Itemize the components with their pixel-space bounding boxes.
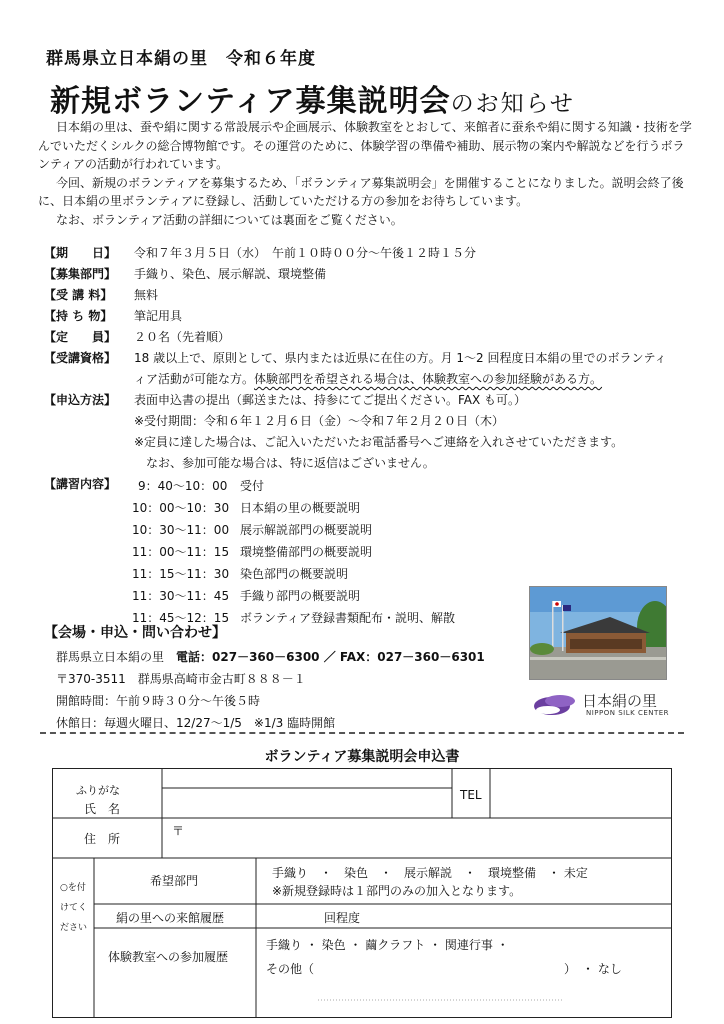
venue-org: 群馬県立日本絹の里	[56, 650, 165, 664]
venue-address: 〒370-3511 群馬県高崎市金古町８８８－１	[56, 672, 306, 686]
address-label: 住 所	[84, 832, 121, 846]
intro-paragraph: 日本絹の里は、蚕や絹に関する常設展示や企画展示、体験教室をとおして、来館者に蚕糸や絹に関する知識・技術を学んでいただくシルクの総合博物館です。その運営のために、体験学習の準備や補助、展示物の案内や解説などを行うボランティアの活動が行われています。	[38, 120, 692, 171]
bring-label: 【持 ち 物】	[44, 309, 113, 323]
side-note: けてく	[60, 903, 88, 913]
fee-value: 無料	[134, 288, 159, 302]
silk-logo-icon	[530, 688, 580, 720]
date-value: 令和７年３月５日（水） 午前１０時００分～午後１２時１５分	[134, 246, 477, 260]
schedule-item: 11：00～11：15 環境整備部門の概要説明	[132, 545, 373, 559]
capacity-label: 【定 員】	[44, 330, 117, 344]
cut-line	[40, 732, 684, 734]
schedule-item: 11：45～12：15 ボランティア登録書類配布・説明、解散	[132, 611, 456, 625]
logo	[530, 688, 680, 720]
apply-row	[44, 390, 527, 411]
fee-label: 【受 講 料】	[44, 288, 113, 302]
intro-paragraph: 今回、新規のボランティアを募集するため、「ボランティア募集説明会」を開催することになりました。説明会終了後に、日本絹の里ボランティアに登録し、活動していただける方の参加をお待ちしています。	[38, 175, 684, 208]
bring-row	[44, 306, 183, 327]
content-label: 【講習内容】	[44, 477, 117, 491]
title-suffix: のお知らせ	[450, 91, 575, 117]
dept-options[interactable]: 手織り ・ 染色 ・ 展示解説 ・ 環境整備 ・ 未定	[272, 866, 588, 880]
schedule-item: 11：15～11：30 染色部門の概要説明	[132, 567, 349, 581]
logo-name: 日本絹の里	[582, 692, 658, 710]
address-input[interactable]	[186, 824, 664, 854]
page-title	[50, 76, 575, 120]
experience-note: 体験部門を希望される場合は、体験教室への参加経験がある方。	[254, 372, 603, 386]
capacity-value: ２０名（先着順）	[134, 330, 231, 344]
furigana-input[interactable]	[165, 772, 449, 786]
schedule-item: 10：00～10：30 日本絹の里の概要説明	[132, 501, 361, 515]
qualification-line-2: ィア活動が可能な方。体験部門を希望される場合は、体験教室への参加経験がある方。	[134, 372, 603, 386]
fee-row	[44, 285, 159, 306]
visit-label: 絹の里への来館履歴	[116, 911, 225, 925]
apply-line-3: ※定員に達した場合は、ご記入いただいたお電話番号へご連絡を入れさせていただきます。	[134, 435, 624, 449]
side-note: ○を付	[60, 883, 86, 893]
subtitle: 群馬県立日本絹の里 令和６年度	[46, 49, 316, 69]
experience-options[interactable]: 手織り ・ 染色 ・ 繭クラフト ・ 関連行事 ・	[266, 938, 509, 952]
venue-org-line	[56, 648, 485, 665]
qualification-row	[44, 348, 667, 369]
logo-sub: NIPPON SILK CENTER	[586, 709, 670, 717]
apply-line-1: 表面申込書の提出（郵送または、持参にてご提出ください。FAX も可。）	[134, 393, 527, 407]
building-photo-image	[530, 587, 666, 679]
schedule-item: 11：30～11：45 手織り部門の概要説明	[132, 589, 361, 603]
dept-field-label: 希望部門	[150, 874, 199, 888]
apply-line-2: ※受付期間：令和６年１２月６日（金）～令和７年２月２０日（木）	[134, 414, 505, 428]
name-input[interactable]	[165, 792, 449, 814]
building-photo	[529, 586, 667, 680]
application-form	[52, 768, 672, 1018]
form-title: ボランティア募集説明会申込書	[264, 749, 460, 765]
tel-input[interactable]	[494, 772, 666, 814]
experience-other: その他（	[266, 962, 315, 976]
venue-closed: 休館日：毎週火曜日、12/27～1/5 ※1/3 臨時開館	[56, 716, 336, 730]
date-label: 【期 日】	[44, 246, 117, 260]
apply-line-4: なお、参加可能な場合は、特に返信はございません。	[146, 456, 435, 470]
capacity-row	[44, 327, 231, 348]
schedule-item: 9：40～10：00 受付	[138, 479, 265, 493]
dept-row	[44, 264, 327, 285]
experience-none[interactable]: ） ・ なし	[564, 962, 622, 976]
venue-phone: 電話：027－360－6300 ／ FAX：027－360－6301	[176, 650, 485, 664]
furigana-label: ふりがな	[76, 784, 120, 797]
tel-label: TEL	[460, 788, 482, 802]
experience-label: 体験教室への参加履歴	[108, 950, 229, 964]
dept-label: 【募集部門】	[44, 267, 117, 281]
qualification-line-1: 18 歳以上で、原則として、県内または近県に在住の方。月 1～2 回程度日本絹の里でのボランティ	[134, 351, 667, 365]
schedule-item: 10：30～11：00 展示解説部門の概要説明	[132, 523, 373, 537]
dept-value: 手織り、染色、展示解説、環境整備	[134, 267, 327, 281]
intro-text	[38, 118, 694, 229]
intro-paragraph: なお、ボランティア活動の詳細については裏面をご覧ください。	[56, 212, 403, 227]
title-main: 新規ボランティア募集説明会	[50, 84, 451, 119]
qualification-label: 【受講資格】	[44, 351, 117, 365]
date-row	[44, 243, 477, 264]
venue-hours: 開館時間：午前９時３０分～午後５時	[56, 694, 261, 708]
visit-value[interactable]: 回程度	[324, 911, 361, 925]
experience-other-input[interactable]	[320, 954, 560, 974]
name-label: 氏 名	[84, 802, 121, 816]
side-note: ださい	[60, 923, 88, 933]
postal-mark: 〒	[172, 824, 185, 838]
apply-label: 【申込方法】	[44, 393, 117, 407]
bring-value: 筆記用具	[134, 309, 183, 323]
content-row	[44, 474, 130, 495]
dept-note: ※新規登録時は１部門のみの加入となります。	[272, 884, 522, 898]
venue-heading: 【会場・申込・問い合わせ】	[44, 625, 226, 641]
